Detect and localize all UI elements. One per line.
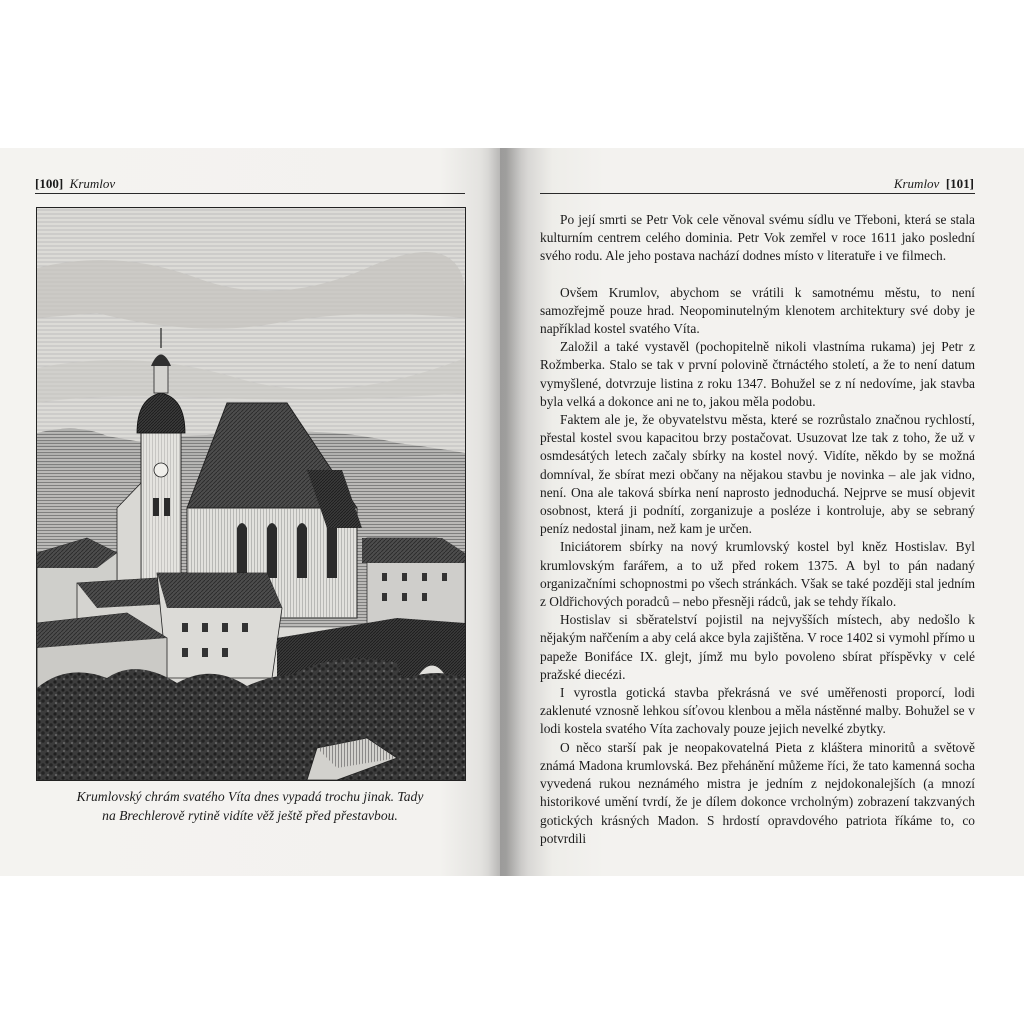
left-header-rule xyxy=(35,193,465,194)
paragraph: O něco starší pak je neopakovatelná Pieta z kláštera minoritů a světově známá Madona krumlovská. Bez přehánění můžeme říci, že tato kamenná socha vyvedená rukou neznámého mistra je jedním z nejdokonalejších (a mnozí historikové umění tvrdí, že je dílem dokonce vrcholným) zobrazení takzvaných gotických krásných Madon. S hrdostí opravdového patriota říkáme to, co potvrdili xyxy=(540,739,975,846)
paragraph: Ovšem Krumlov, abychom se vrátili k samotnému městu, to není samozřejmě pouze hrad. Neopominutelným klenotem architektury své doby je například kostel svatého Víta. xyxy=(540,284,975,337)
left-running-title: Krumlov xyxy=(69,176,116,191)
paragraph: Po její smrti se Petr Vok cele věnoval svému sídlu ve Třeboni, která se stala kulturním centrem celého dominia. Petr Vok zemřel v roce 1611 jako poslední svého rodu. Ale jeho postava nachází dodnes místo v literatuře i ve filmech. xyxy=(540,212,975,264)
left-page-number: [100] xyxy=(35,176,64,191)
book-gutter xyxy=(488,148,528,876)
right-header-rule xyxy=(540,193,975,194)
right-running-head xyxy=(894,176,974,192)
paragraph: I vyrostla gotická stavba překrásná ve své uměřenosti proporcí, lodi zaklenuté vznosně lehkou síťovou klenbou a měla nástěnné malby. Bohužel se v lodi kostela svatého Víta zachovaly pouze jejich nevelké zbytky. xyxy=(540,685,975,737)
caption-line-2: na Brechlerově rytině vidíte věž ještě před přestavbou. xyxy=(102,808,398,823)
caption-line-1: Krumlovský chrám svatého Víta dnes vypadá trochu jinak. Tady xyxy=(76,789,424,804)
right-running-title: Krumlov xyxy=(893,176,940,191)
paragraph: Faktem ale je, že obyvatelstvu města, které se rozrůstalo značnou rychlostí, přestal kostel svou kapacitou brzy postačovat. Usuzovat lze tak z toho, že už v osmdesátých letech začaly sbírky na kostel nový. Vidíte, někdo by se možná domníval, že sbírat mezi občany na nějakou stavbu je novinka – ale jak vidno, není. Ona ale taková sbírka není naprosto jednoduchá. Nejprve se musí objevit osobnost, která ji podnítí, zorganizuje a posléze i kontroluje, aby se sebraný peníz nedostal jinam, než kam je určen. xyxy=(540,412,975,537)
right-page-body xyxy=(540,211,975,848)
paragraph: Hostislav si sběratelství pojistil na nejvyšších místech, aby nedošlo k nějakým nařčením a aby celá akce byla zajištěna. V roce 1402 si vymohl přímo u papeže Bonifáce IX. glejt, jímž mu bylo povoleno sbírat příspěvky v celé pražské diecézi. xyxy=(540,612,975,682)
paragraph: Založil a také vystavěl (pochopitelně nikoli vlastníma rukama) jej Petr z Rožmberka. Stalo se tak v první polovině čtrnáctého století, a že to není datum vymyšlené, dotvrzuje listina z roku 1347. Bohužel se z ní nedovíme, jak stavba byla velká a dokonce ani ne to, jakou měla podobu. xyxy=(540,339,975,409)
figure-caption xyxy=(40,787,460,825)
left-running-head xyxy=(35,176,115,192)
church-engraving-image xyxy=(36,207,466,781)
right-page-number: [101] xyxy=(945,176,974,191)
paragraph: Iniciátorem sbírky na nový krumlovský kostel byl kněz Hostislav. Byl krumlovským farářem, a to už před rokem 1375. A byl to pán nadaný organizačními schopnostmi po všech stránkách. Však se také později stal jedním z Oldřichových poradců – nebo přesněji rádců, jak se tehdy říkalo. xyxy=(540,539,975,610)
